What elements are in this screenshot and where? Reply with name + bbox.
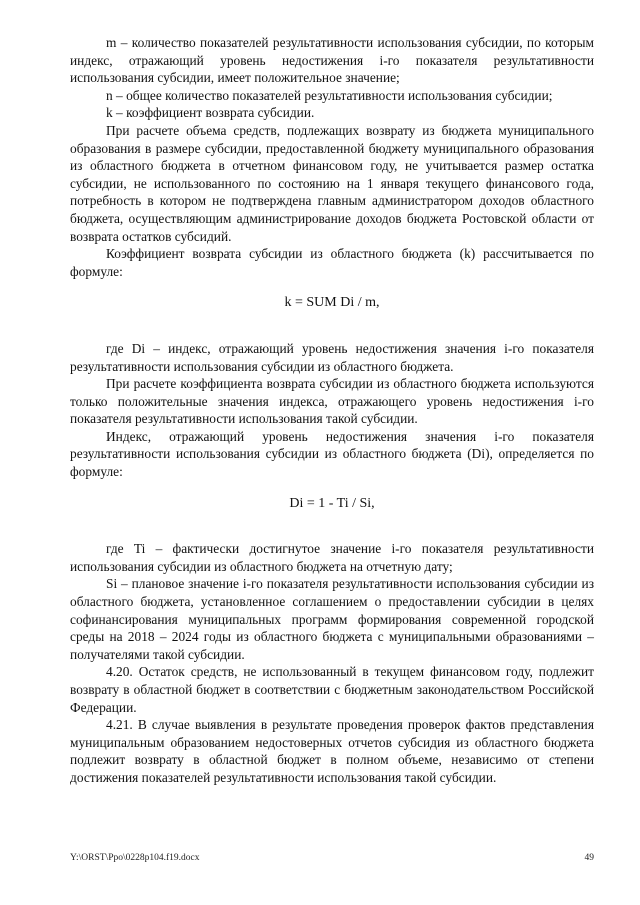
paragraph-di-intro: Индекс, отражающий уровень недостижения значения i-го показателя результативности использования субсидии из областного бюджета (Di), определяется по формуле: <box>70 428 594 480</box>
paragraph-calculation-note: При расчете объема средств, подлежащих возврату из бюджета муниципального образования в размере субсидии, предоставленной бюджету муниципального образования из областного бюджета в отчетном финансовом году, не учитывается размер остатка субсидии, не использованного по состоянию на 1 января текущего финансового года, потребность в котором не подтверждена главным администратором доходов областного бюджета, осуществляющим администрирование доходов бюджета Ростовской области от возврата остатков субсидий. <box>70 122 594 244</box>
paragraph-k-definition: k – коэффициент возврата субсидии. <box>106 105 315 121</box>
paragraph-4-20: 4.20. Остаток средств, не использованный в текущем финансовом году, подлежит возврату в областной бюджет в соответствии с бюджетным законодательством Российской Федерации. <box>70 664 594 715</box>
paragraph-k-intro: Коэффициент возврата субсидии из областного бюджета (k) рассчитывается по формуле: <box>70 246 594 279</box>
paragraph-si-definition: Si – плановое значение i-го показателя результативности использования субсидии из областного бюджета, установленное соглашением о предоставлении субсидии в целях софинансирования муниципальных программ формирования современной городской среды на 2018 – 2024 годы из областного бюджета с муниципальными образованиями – получателями такой субсидии. <box>70 576 594 662</box>
footer-file-path: Y:\ORST\Ppo\0228p104.f19.docx <box>70 853 200 863</box>
footer-page-number: 49 <box>584 853 594 863</box>
document-body <box>70 34 594 787</box>
paragraph-ti-definition: где Ti – фактически достигнутое значение i-го показателя результативности использования субсидии из областного бюджета на отчетную дату; <box>70 541 594 574</box>
paragraph-n-definition: n – общее количество показателей результативности использования субсидии; <box>106 87 553 103</box>
paragraph-positive-values: При расчете коэффициента возврата субсидии из областного бюджета используются только положительные значения индекса, отражающего уровень недостижения i-го показателя результативности использования такой субсидии. <box>70 376 594 427</box>
paragraph-4-21: 4.21. В случае выявления в результате проведения проверок фактов представления муниципальным образованием недостоверных отчетов субсидия из областного бюджета подлежит возврату в областной бюджет в полном объеме, независимо от степени достижения показателей результативности использования такой субсидии. <box>70 717 594 785</box>
formula-di: Di = 1 - Ti / Si, <box>289 495 375 511</box>
formula-k: k = SUM Di / m, <box>284 295 380 311</box>
paragraph-di-definition: где Di – индекс, отражающий уровень недостижения значения i-го показателя результативности использования субсидии из областного бюджета. <box>70 340 594 374</box>
paragraph-m-definition: m – количество показателей результативности использования субсидии, по которым индекс, отражающий уровень недостижения i-го показателя результативности использования субсидии, имеет положительное значение; <box>70 35 594 86</box>
